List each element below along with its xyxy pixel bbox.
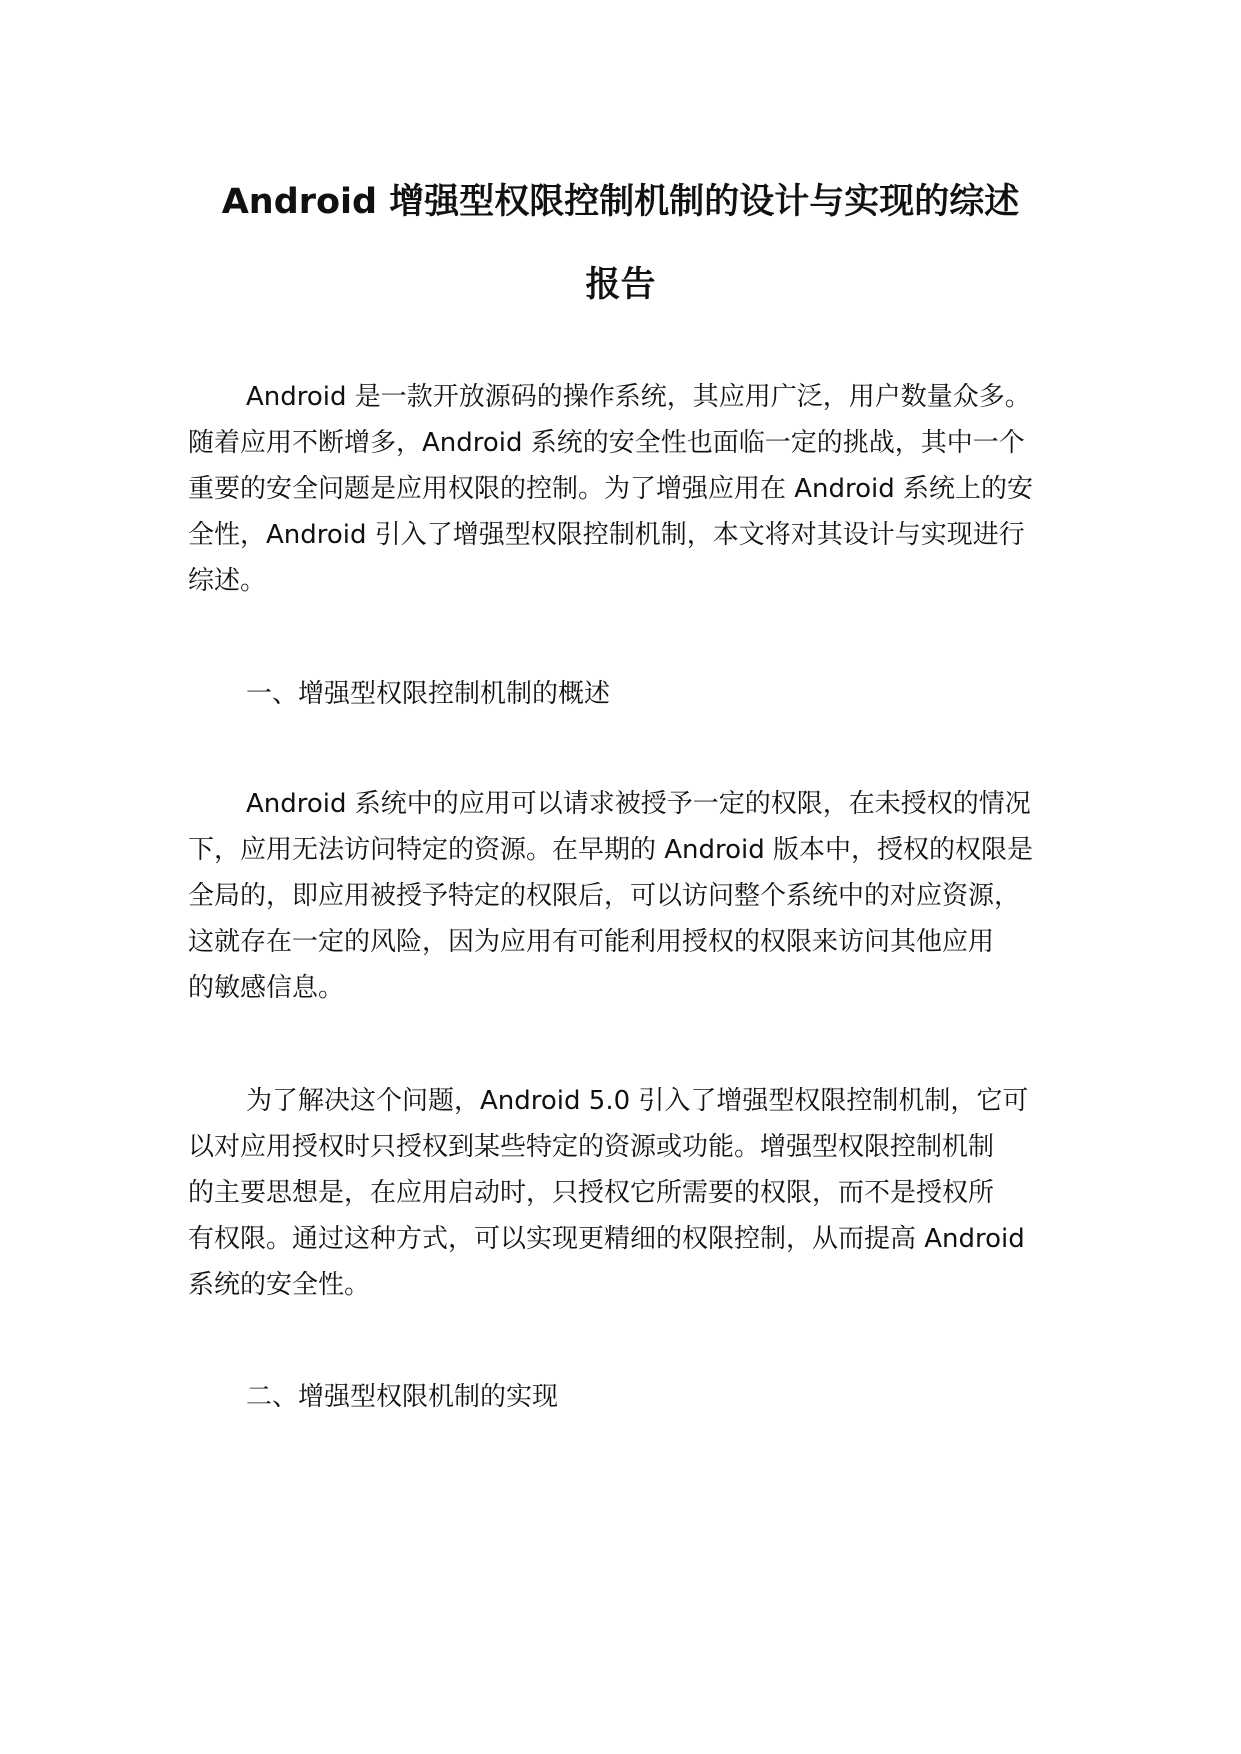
paragraph-1-line-4: 全性，Android 引入了增强型权限控制机制，本文将对其设计与实现进行 [188,520,1025,550]
paragraph-1-line-3: 重要的安全问题是应用权限的控制。为了增强应用在 Android 系统上的安 [188,474,1034,504]
section-heading-2: 二、增强型权限机制的实现 [246,1382,559,1412]
paragraph-1-line-1: Android 是一款开放源码的操作系统，其应用广泛，用户数量众多。 [246,382,1031,412]
paragraph-3-line-3: 的主要思想是，在应用启动时，只授权它所需要的权限，而不是授权所 [188,1178,995,1208]
paragraph-2-line-4: 这就存在一定的风险，因为应用有可能利用授权的权限来访问其他应用 [188,927,995,957]
document-title-line-1: Android 增强型权限控制机制的设计与实现的综述 [221,182,1020,222]
paragraph-1-line-5: 综述。 [188,566,267,596]
paragraph-3-line-5: 系统的安全性。 [188,1270,371,1300]
paragraph-3-line-1: 为了解决这个问题，Android 5.0 引入了增强型权限控制机制，它可 [246,1086,1029,1116]
paragraph-2-line-1: Android 系统中的应用可以请求被授予一定的权限，在未授权的情况 [246,789,1031,819]
paragraph-2-line-2: 下，应用无法访问特定的资源。在早期的 Android 版本中，授权的权限是 [188,835,1034,865]
document-title-line-2: 报告 [585,265,656,305]
paragraph-2-line-5: 的敏感信息。 [188,973,345,1003]
paragraph-2-line-3: 全局的，即应用被授予特定的权限后，可以访问整个系统中的对应资源， [188,881,1021,911]
paragraph-3-line-2: 以对应用授权时只授权到某些特定的资源或功能。增强型权限控制机制 [188,1132,995,1162]
paragraph-1-line-2: 随着应用不断增多，Android 系统的安全性也面临一定的挑战，其中一个 [188,428,1025,458]
section-heading-1: 一、增强型权限控制机制的概述 [246,679,611,709]
paragraph-3-line-4: 有权限。通过这种方式，可以实现更精细的权限控制，从而提高 Android [188,1224,1025,1254]
